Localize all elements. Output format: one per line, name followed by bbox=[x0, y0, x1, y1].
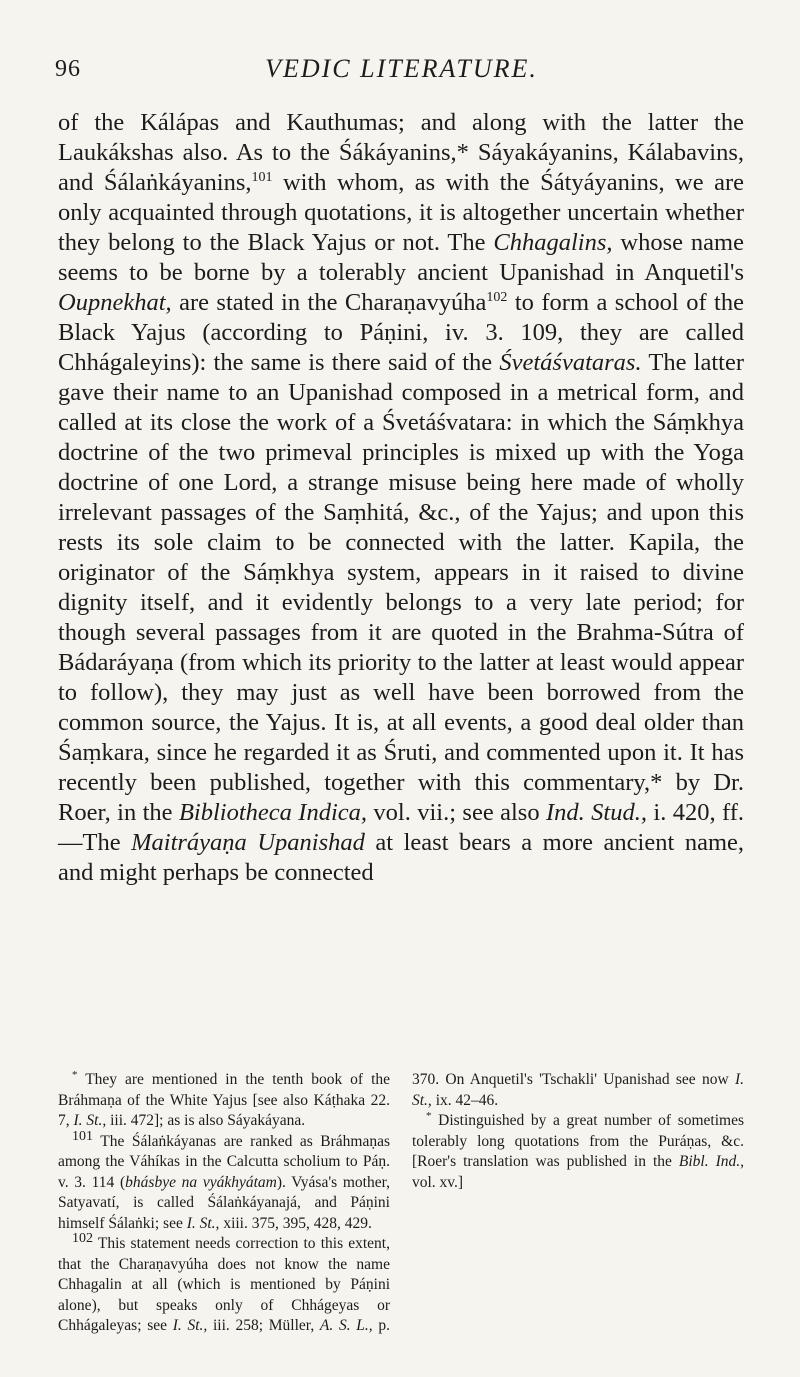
page-header bbox=[55, 50, 748, 90]
footnote-text: xiii. 375, 395, 428, 429. bbox=[219, 1214, 372, 1232]
footnote-italic: I. St., bbox=[412, 1071, 744, 1109]
text-run: vol. vii.; see also bbox=[367, 799, 546, 826]
main-text bbox=[58, 108, 744, 888]
text-run: are stated in the Charaṇavyúha bbox=[171, 289, 487, 316]
italic-term: Maitráyaṇa Upanishad bbox=[131, 829, 365, 856]
footnote-ref-102: 102 bbox=[486, 289, 508, 305]
footnote-italic: I. St., bbox=[186, 1214, 220, 1232]
footnote-text: Distinguished by a great number of sometimes tolerably long quotations from the Puráṇas, &c. [Roer's translation was published in the bbox=[412, 1112, 744, 1170]
footnote-marker: 102 bbox=[72, 1230, 93, 1246]
footnotes bbox=[58, 1070, 744, 1360]
footnote-marker: * bbox=[426, 1109, 432, 1122]
footnote-text: iii. 472]; as is also Sáyakáyana. bbox=[106, 1112, 306, 1129]
italic-term: Ind. Stud., bbox=[545, 799, 647, 826]
footnote-text: They are mentioned in the tenth book of the Bráhmaṇa of the White Yajus [see also Káṭhaka 22. 7, bbox=[58, 1071, 390, 1129]
footnote-text: This statement needs correction to this extent, that the Charaṇavyúha does not know the name Chhagalin at all (which is mentioned by Páṇini alone), but speaks only of Chhágeyas or Chhágaleyas; see bbox=[58, 1235, 390, 1334]
italic-term: Śvetáśvataras. bbox=[499, 349, 642, 376]
footnote-ref-101: 101 bbox=[251, 169, 273, 185]
body-paragraph bbox=[58, 108, 744, 888]
footnote-text: iii. 258; Müller, bbox=[207, 1317, 320, 1334]
footnote-101 bbox=[58, 1128, 390, 1235]
footnote-star-1 bbox=[58, 1070, 390, 1132]
page-number: 96 bbox=[55, 56, 81, 82]
footnote-italic: bhásbye na vyákhyátam bbox=[125, 1173, 277, 1191]
footnote-text: The Śálaṅkáyanas are ranked as Bráhmaṇas among the Váhíkas in the Calcutta scholium to Páṇ. v. 3. 114 ( bbox=[58, 1132, 390, 1191]
footnote-text: ix. 42–46. bbox=[431, 1091, 499, 1109]
footnote-marker: 101 bbox=[72, 1128, 93, 1144]
text-run: i. 420, ff.—The bbox=[58, 799, 744, 856]
footnote-italic: Bibl. Ind., bbox=[678, 1153, 745, 1170]
text-run: of the Kálápas and Kauthumas; and along with the latter the Laukákshas also. As to the Śákáyanins,* Sáyakáyanins, Kálabavins, and Śálaṅkáyanins, bbox=[58, 109, 744, 196]
text-run: to form a school of the Black Yajus (according to Páṇini, iv. 3. 109, they are called Chhágaleyins): the same is there said of the bbox=[58, 289, 744, 376]
italic-term: Oupnekhat, bbox=[58, 289, 172, 316]
footnote-star-2 bbox=[412, 1111, 744, 1193]
footnote-text: ). Vyása's mother, Satyavatí, is called Śálaṅkáyanajá, and Páṇini himself Śálaṅki; see bbox=[58, 1173, 390, 1232]
text-run: The latter gave their name to an Upanishad composed in a metrical form, and called at its close the work of a Śvetáśvatara: in which the Sáṃkhya doctrine of the two primeval principles is mixed up with the Yoga doctrine of one Lord, a strange misuse being here made of wholly irrelevant passages of the Saṃhitá, &c., of the Yajus; and upon this rests its sole claim to be connected with the latter. Kapila, the originator of the Sáṃkhya system, appears in it raised to divine dignity itself, and it evidently belongs to a very late period; for though several passages from it are quoted in the Brahma-Sútra of Bádaráyaṇa (from which its priority to the latter at least would appear to follow), they may just as well have been borrowed from the common source, the Yajus. It is, at all events, a good deal older than Śaṃkara, since he regarded it as Śruti, and commented upon it. It has recently been published, together with this commentary,* by Dr. Roer, in the bbox=[58, 349, 744, 826]
italic-term: Chhagalins, bbox=[493, 229, 613, 256]
italic-term: Bibliotheca Indica, bbox=[178, 799, 368, 826]
footnote-text: vol. xv.] bbox=[412, 1173, 464, 1191]
running-head: VEDIC LITERATURE. bbox=[265, 54, 538, 83]
footnote-text: p. 370. On Anquetil's 'Tschakli' Upanishad see now bbox=[372, 1071, 735, 1334]
text-run: at least bears a more ancient name, and might perhaps be connected bbox=[58, 829, 744, 886]
footnote-italic: I. St., bbox=[172, 1317, 208, 1334]
text-run: with whom, as with the Śátyáyanins, we are only acquainted through quotations, it is altogether uncertain whether they belong to the Black Yajus or not. The bbox=[58, 169, 744, 256]
text-run: whose name seems to be borne by a tolerably ancient Upanishad in Anquetil's bbox=[58, 229, 744, 286]
footnote-italic: A. S. L., bbox=[319, 1317, 373, 1334]
footnote-marker: * bbox=[72, 1068, 78, 1081]
footnote-italic: I. St., bbox=[73, 1112, 107, 1129]
